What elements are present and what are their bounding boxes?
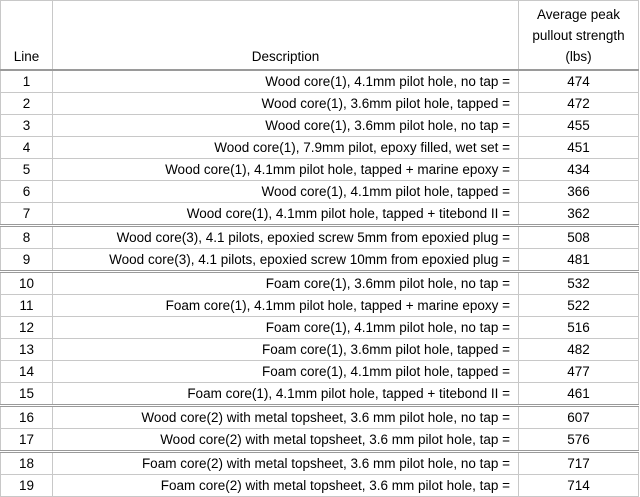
row-pullout-value: 481 (519, 249, 639, 272)
table-row (1, 295, 639, 317)
row-line-number: 9 (1, 249, 53, 272)
table-row (1, 159, 639, 181)
row-pullout-value: 516 (519, 317, 639, 339)
table-row (1, 339, 639, 361)
table-row (1, 93, 639, 115)
row-description: Wood core(1), 3.6mm pilot hole, no tap = (53, 115, 519, 137)
header-value-line2: pullout strength (532, 28, 625, 43)
row-pullout-value: 576 (519, 429, 639, 452)
row-pullout-value: 482 (519, 339, 639, 361)
row-pullout-value: 366 (519, 181, 639, 203)
header-row (1, 1, 639, 71)
row-description: Foam core(2) with metal topsheet, 3.6 mm pilot hole, tap = (53, 475, 519, 497)
row-line-number: 2 (1, 93, 53, 115)
table-row (1, 272, 639, 295)
row-line-number: 15 (1, 383, 53, 406)
row-line-number: 19 (1, 475, 53, 497)
table-row (1, 70, 639, 93)
row-line-number: 13 (1, 339, 53, 361)
row-line-number: 5 (1, 159, 53, 181)
row-pullout-value: 477 (519, 361, 639, 383)
table-row (1, 361, 639, 383)
header-value-line3: (lbs) (565, 49, 592, 64)
row-description: Wood core(1), 4.1mm pilot hole, tapped + marine epoxy = (53, 159, 519, 181)
row-description: Foam core(1), 4.1mm pilot hole, tapped = (53, 361, 519, 383)
table-row (1, 203, 639, 226)
table-row (1, 226, 639, 249)
row-pullout-value: 508 (519, 226, 639, 249)
row-pullout-value: 717 (519, 452, 639, 475)
row-line-number: 11 (1, 295, 53, 317)
row-pullout-value: 714 (519, 475, 639, 497)
table-row (1, 383, 639, 406)
row-line-number: 8 (1, 226, 53, 249)
row-line-number: 4 (1, 137, 53, 159)
table-row (1, 452, 639, 475)
row-description: Wood core(1), 4.1mm pilot hole, tapped = (53, 181, 519, 203)
row-description: Wood core(1), 7.9mm pilot, epoxy filled, wet set = (53, 137, 519, 159)
row-description: Foam core(1), 4.1mm pilot hole, no tap = (53, 317, 519, 339)
row-description: Foam core(1), 4.1mm pilot hole, tapped + marine epoxy = (53, 295, 519, 317)
row-line-number: 17 (1, 429, 53, 452)
row-line-number: 18 (1, 452, 53, 475)
row-description: Foam core(2) with metal topsheet, 3.6 mm pilot hole, no tap = (53, 452, 519, 475)
row-pullout-value: 461 (519, 383, 639, 406)
row-description: Wood core(3), 4.1 pilots, epoxied screw 10mm from epoxied plug = (53, 249, 519, 272)
table-row (1, 317, 639, 339)
row-line-number: 10 (1, 272, 53, 295)
row-line-number: 14 (1, 361, 53, 383)
row-description: Wood core(2) with metal topsheet, 3.6 mm pilot hole, tap = (53, 429, 519, 452)
row-line-number: 6 (1, 181, 53, 203)
table-row (1, 429, 639, 452)
table-row (1, 406, 639, 429)
table-row (1, 249, 639, 272)
table-body (1, 70, 639, 497)
table-row (1, 115, 639, 137)
row-pullout-value: 451 (519, 137, 639, 159)
row-description: Foam core(1), 3.6mm pilot hole, tapped = (53, 339, 519, 361)
row-description: Wood core(1), 4.1mm pilot hole, tapped + titebond II = (53, 203, 519, 226)
row-description: Wood core(1), 4.1mm pilot hole, no tap = (53, 70, 519, 93)
row-pullout-value: 474 (519, 70, 639, 93)
table-row (1, 181, 639, 203)
row-line-number: 12 (1, 317, 53, 339)
row-pullout-value: 522 (519, 295, 639, 317)
header-average-peak-pullout-strength (519, 1, 639, 71)
header-description: Description (53, 1, 519, 71)
row-pullout-value: 532 (519, 272, 639, 295)
header-value-line1: Average peak (536, 7, 621, 22)
row-pullout-value: 434 (519, 159, 639, 181)
row-line-number: 16 (1, 406, 53, 429)
row-pullout-value: 607 (519, 406, 639, 429)
header-line: Line (1, 1, 53, 71)
table-row (1, 137, 639, 159)
row-description: Wood core(1), 3.6mm pilot hole, tapped = (53, 93, 519, 115)
row-pullout-value: 472 (519, 93, 639, 115)
row-pullout-value: 362 (519, 203, 639, 226)
row-line-number: 1 (1, 70, 53, 93)
row-pullout-value: 455 (519, 115, 639, 137)
row-description: Wood core(3), 4.1 pilots, epoxied screw 5mm from epoxied plug = (53, 226, 519, 249)
row-line-number: 7 (1, 203, 53, 226)
row-description: Foam core(1), 4.1mm pilot hole, tapped + titebond II = (53, 383, 519, 406)
row-description: Foam core(1), 3.6mm pilot hole, no tap = (53, 272, 519, 295)
row-description: Wood core(2) with metal topsheet, 3.6 mm pilot hole, no tap = (53, 406, 519, 429)
table-row (1, 475, 639, 497)
row-line-number: 3 (1, 115, 53, 137)
